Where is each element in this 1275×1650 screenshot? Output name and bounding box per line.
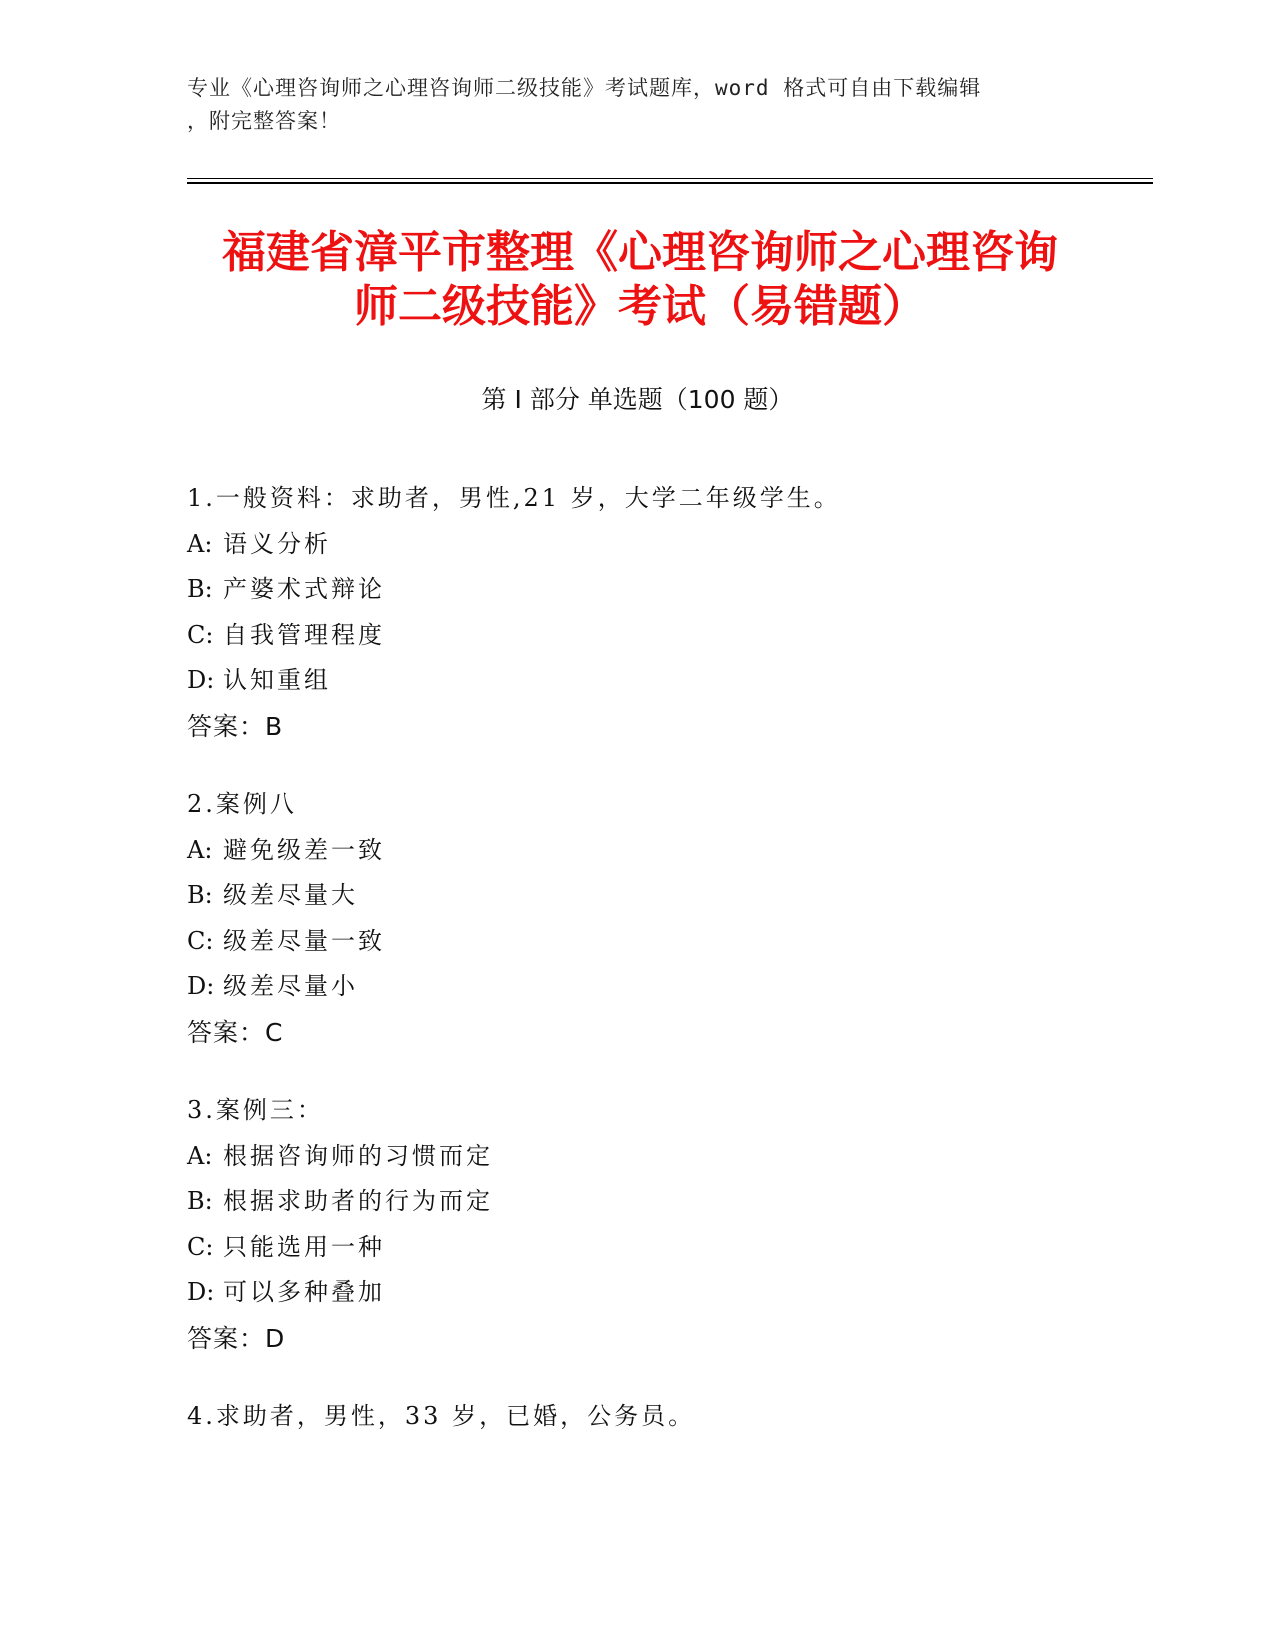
- option-letter: A:: [187, 835, 213, 864]
- answer-line: 答案：B: [187, 711, 284, 741]
- option-a: [187, 828, 1137, 874]
- section-heading: 第 I 部分 单选题（100 题）: [481, 385, 794, 414]
- option-c: [187, 919, 1137, 965]
- option-text: 可以多种叠加: [223, 1278, 385, 1306]
- option-b: [187, 873, 1137, 919]
- question-stem: 3.案例三：: [187, 1096, 324, 1124]
- option-letter: B:: [187, 575, 213, 603]
- option-text: 语义分析: [223, 529, 331, 558]
- question-list: [187, 476, 1137, 1473]
- intro-line-2: ，附完整答案！: [187, 109, 341, 133]
- option-letter: A:: [187, 529, 213, 558]
- option-letter: D:: [187, 666, 215, 694]
- question-2: [187, 782, 1137, 1055]
- option-letter: A:: [187, 1141, 213, 1170]
- option-text: 级差尽量小: [223, 972, 358, 1000]
- option-a: [187, 1134, 1137, 1180]
- option-c: [187, 613, 1137, 659]
- question-3: [187, 1088, 1137, 1361]
- title-line-1: 福建省漳平市整理《心理咨询师之心理咨询: [222, 227, 1058, 278]
- option-text: 根据咨询师的习惯而定: [223, 1141, 493, 1170]
- option-text: 级差尽量大: [223, 881, 358, 909]
- question-1: [187, 476, 1137, 749]
- document-title: [160, 226, 1120, 334]
- option-letter: C:: [187, 1232, 214, 1261]
- question-4: [187, 1394, 1137, 1440]
- option-b: [187, 1179, 1137, 1225]
- intro-line-1: 专业《心理咨询师之心理咨询师二级技能》考试题库，word 格式可自由下载编辑: [187, 76, 982, 100]
- question-stem: 2.案例八: [187, 790, 297, 818]
- option-c: [187, 1225, 1137, 1271]
- option-letter: C:: [187, 926, 214, 955]
- option-d: [187, 658, 1137, 704]
- option-letter: C:: [187, 620, 214, 649]
- header-rule-thick: [187, 182, 1153, 184]
- question-stem: 1.一般资料：求助者，男性,21 岁，大学二年级学生。: [187, 484, 841, 512]
- answer-line: 答案：C: [187, 1017, 284, 1047]
- option-text: 自我管理程度: [223, 620, 385, 649]
- header-rule-thin: [187, 178, 1153, 179]
- option-text: 产婆术式辩论: [223, 575, 385, 603]
- option-text: 根据求助者的行为而定: [223, 1187, 493, 1215]
- option-letter: D:: [187, 972, 215, 1000]
- option-text: 级差尽量一致: [223, 926, 385, 955]
- option-text: 认知重组: [223, 666, 331, 694]
- option-b: [187, 567, 1137, 613]
- option-d: [187, 964, 1137, 1010]
- option-letter: B:: [187, 881, 213, 909]
- option-text: 只能选用一种: [223, 1232, 385, 1261]
- option-a: [187, 522, 1137, 568]
- question-stem: 4.求助者，男性，33 岁，已婚，公务员。: [187, 1402, 696, 1430]
- option-letter: B:: [187, 1187, 213, 1215]
- option-d: [187, 1270, 1137, 1316]
- answer-line: 答案：D: [187, 1323, 286, 1353]
- intro-text: [187, 72, 1087, 138]
- option-letter: D:: [187, 1278, 215, 1306]
- title-line-2: 师二级技能》考试（易错题）: [354, 281, 926, 332]
- option-text: 避免级差一致: [223, 835, 385, 864]
